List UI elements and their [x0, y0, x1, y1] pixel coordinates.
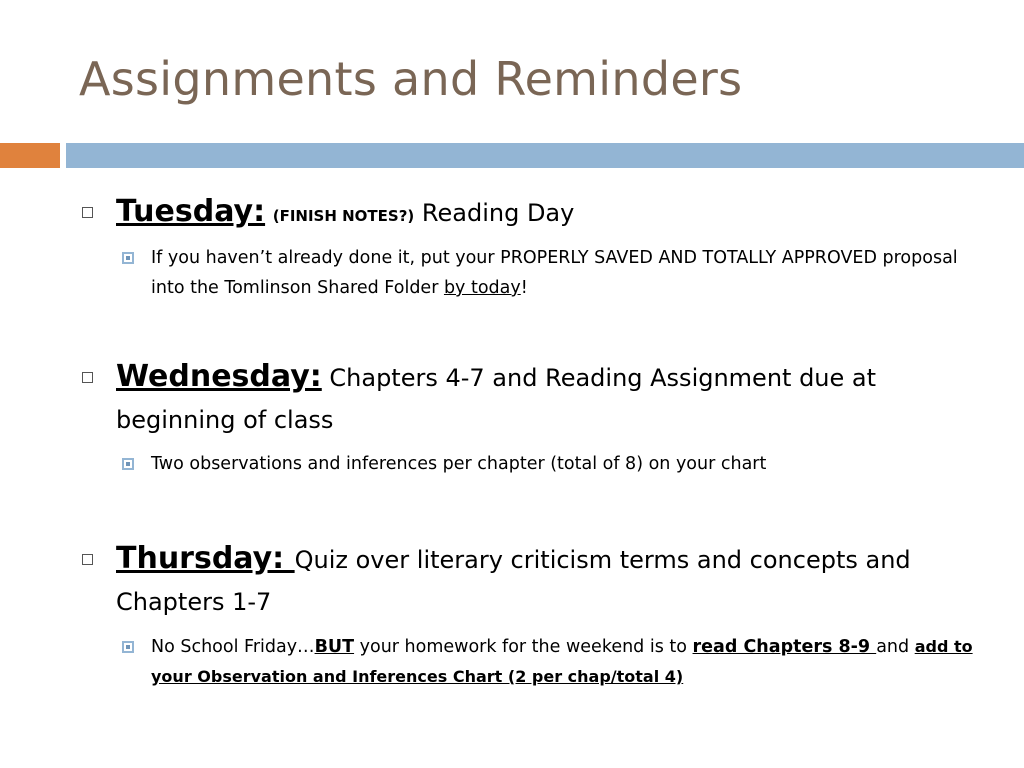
accent-bar-orange — [0, 143, 60, 168]
read-chapters-text: read Chapters 8-9 — [692, 637, 877, 657]
finish-notes-label: (FINISH NOTES?) — [272, 207, 415, 225]
bullet-thursday — [116, 538, 986, 623]
square-bullet-icon — [82, 372, 93, 383]
thursday-sub-text-1: No School Friday… — [151, 637, 315, 657]
tuesday-sub-end: ! — [520, 278, 528, 298]
square-bullet-icon — [82, 554, 93, 565]
wednesday-sub-text: Two observations and inferences per chapter (total of 8) on your chart — [151, 454, 767, 474]
thursday-text: Quiz over literary criticism terms and concepts and Chapters 1-7 — [116, 546, 911, 616]
square-bullet-icon — [82, 207, 93, 218]
by-today-text: by today — [443, 278, 521, 298]
day-label-thursday: Thursday: — [116, 541, 295, 576]
but-text: BUT — [314, 637, 355, 657]
day-label-tuesday: Tuesday: — [116, 194, 266, 229]
filled-square-bullet-icon — [122, 641, 134, 653]
tuesday-sub-text: If you haven’t already done it, put your PROPERLY SAVED AND TOTALLY APPROVED proposal into the Tomlinson Shared Folder — [151, 248, 958, 298]
add-chart-text: add to your Observation and Inferences Chart (2 per chap/total 4) — [151, 637, 973, 686]
bullet-wednesday — [116, 356, 986, 441]
tuesday-text: Reading Day — [414, 199, 575, 227]
wednesday-text: Chapters 4-7 and Reading Assignment due at beginning of class — [116, 364, 877, 434]
sub-bullet-thursday — [151, 632, 981, 692]
slide-title: Assignments and Reminders — [79, 52, 743, 106]
sub-bullet-tuesday — [151, 243, 981, 303]
filled-square-bullet-icon — [122, 252, 134, 264]
thursday-sub-text-2: your homework for the weekend is to — [354, 637, 693, 657]
accent-bar-blue — [66, 143, 1024, 168]
bullet-tuesday — [116, 191, 986, 237]
day-label-wednesday: Wednesday: — [116, 359, 322, 394]
filled-square-bullet-icon — [122, 458, 134, 470]
sub-bullet-wednesday — [151, 449, 981, 479]
and-text: and — [876, 637, 915, 657]
